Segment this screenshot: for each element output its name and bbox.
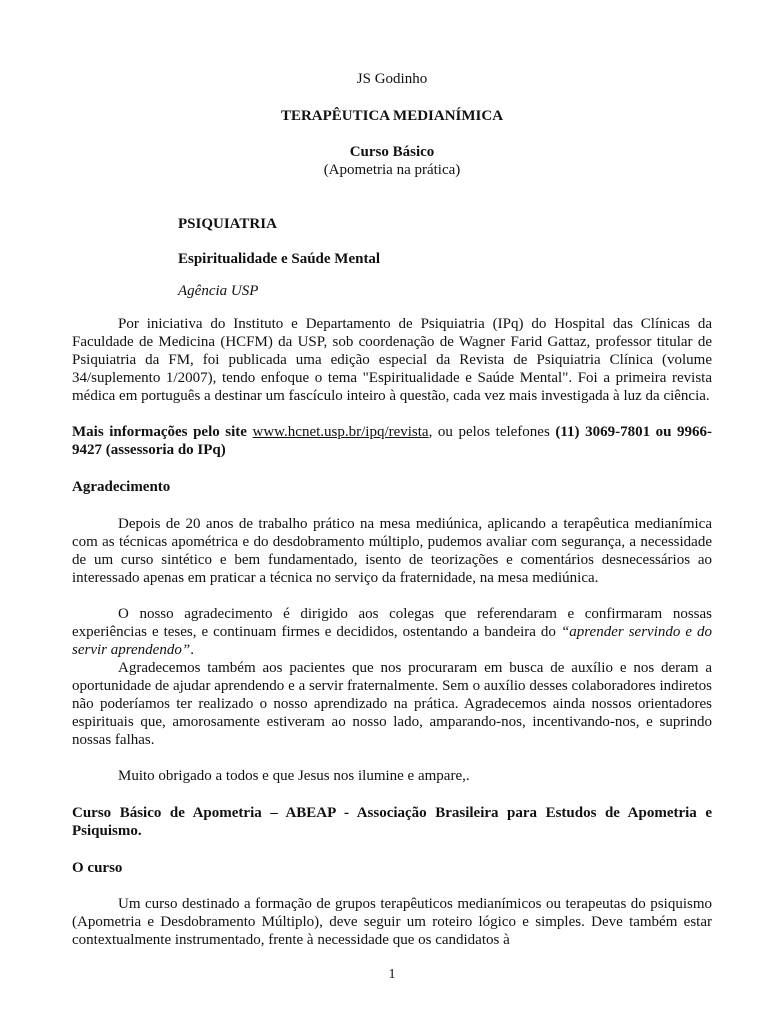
article-intro-text: Por iniciativa do Instituto e Departamento de Psiquiatria (IPq) do Hospital das Clínicas da Faculdade de Medicina (HCFM) da USP, sob coordenação de Wagner Farid Gattaz, professor titular de Psiquiatria da FM, foi publicada uma edição especial da Revista de Psiquiatria Clínica (volume 34/suplemento 1/2007), tendo enfoque o tema "Espiritualidade e Saúde Mental". Foi a primeira revista médica em português a destinar um fascículo inteiro à questão, cada vez mais investigada à luz da ciência. [72,316,712,404]
motto-quote: “aprender servindo e do servir aprendendo” [72,624,713,658]
article-intro-paragraph [72,315,712,405]
course-paragraph-1 [72,895,712,949]
acknowledgment-heading: Agradecimento [72,479,171,495]
course-title: Curso Básico [349,144,435,160]
more-info-paragraph [72,423,712,459]
thanks-paragraph [72,767,712,785]
thanks-text: Muito obrigado a todos e que Jesus nos ilumine e ampare,. [118,768,470,784]
course-heading: O curso [72,860,123,876]
acknowledgment-paragraph-1 [72,515,712,587]
acknowledgment-text-1: Depois de 20 anos de trabalho prático na mesa mediúnica, aplicando a terapêutica medianímica com as técnicas apométrica e do desdobramento múltiplo, pudemos avaliar com segurança, a necessidade de um curso sintético e bem fundamentado, isento de teorizações e comentários desnecessários ao interessado apenas em praticar a técnica no serviço da fraternidade, na mesa mediúnica. [72,516,712,586]
journal-link[interactable]: www.hcnet.usp.br/ipq/revista [252,424,429,440]
document-title: TERAPÊUTICA MEDIANÍMICA [280,108,504,124]
article-headline: Espiritualidade e Saúde Mental [178,251,381,267]
acknowledgment-text-2-end: . [190,642,194,658]
more-info-label: Mais informações pelo site [72,424,247,440]
acknowledgment-paragraph-3 [72,659,712,749]
document-page [72,0,712,1024]
acknowledgment-text-2: O nosso agradecimento é dirigido aos colegas que referendaram e confirmaram nossas experiências e teses, e continuam firmes e decididos, ostentando a bandeira do [72,606,712,640]
more-info-phones: (11) 3069-7801 ou 9966-9427 (assessoria do IPq) [72,424,713,458]
more-info-middle: , ou pelos telefones [428,424,550,440]
page-number: 1 [388,967,396,982]
article-section: PSIQUIATRIA [178,216,277,232]
author-name: JS Godinho [356,71,428,87]
article-source: Agência USP [178,283,259,299]
course-organization-heading: Curso Básico de Apometria – ABEAP - Associação Brasileira para Estudos de Apometria e Psiquismo. [72,805,712,839]
acknowledgment-paragraph-2 [72,605,712,659]
acknowledgment-text-3: Agradecemos também aos pacientes que nos procuraram em busca de auxílio e nos deram a oportunidade de ajudar aprendendo e a servir fraternalmente. Sem o auxílio desses colaboradores indiretos não poderíamos ter realizado o nosso aprendizado na prática. Agradecemos ainda nossos orientadores espirituais que, amorosamente estiveram ao nosso lado, amparando-nos, incentivando-nos, e suprindo nossas falhas. [72,660,712,748]
course-subtitle: (Apometria na prática) [323,162,461,178]
course-text-1: Um curso destinado a formação de grupos terapêuticos medianímicos ou terapeutas do psiquismo (Apometria e Desdobramento Múltiplo), deve seguir um roteiro lógico e simples. Deve também estar contextualmente instrumentado, frente à necessidade que os candidatos à [72,896,712,948]
